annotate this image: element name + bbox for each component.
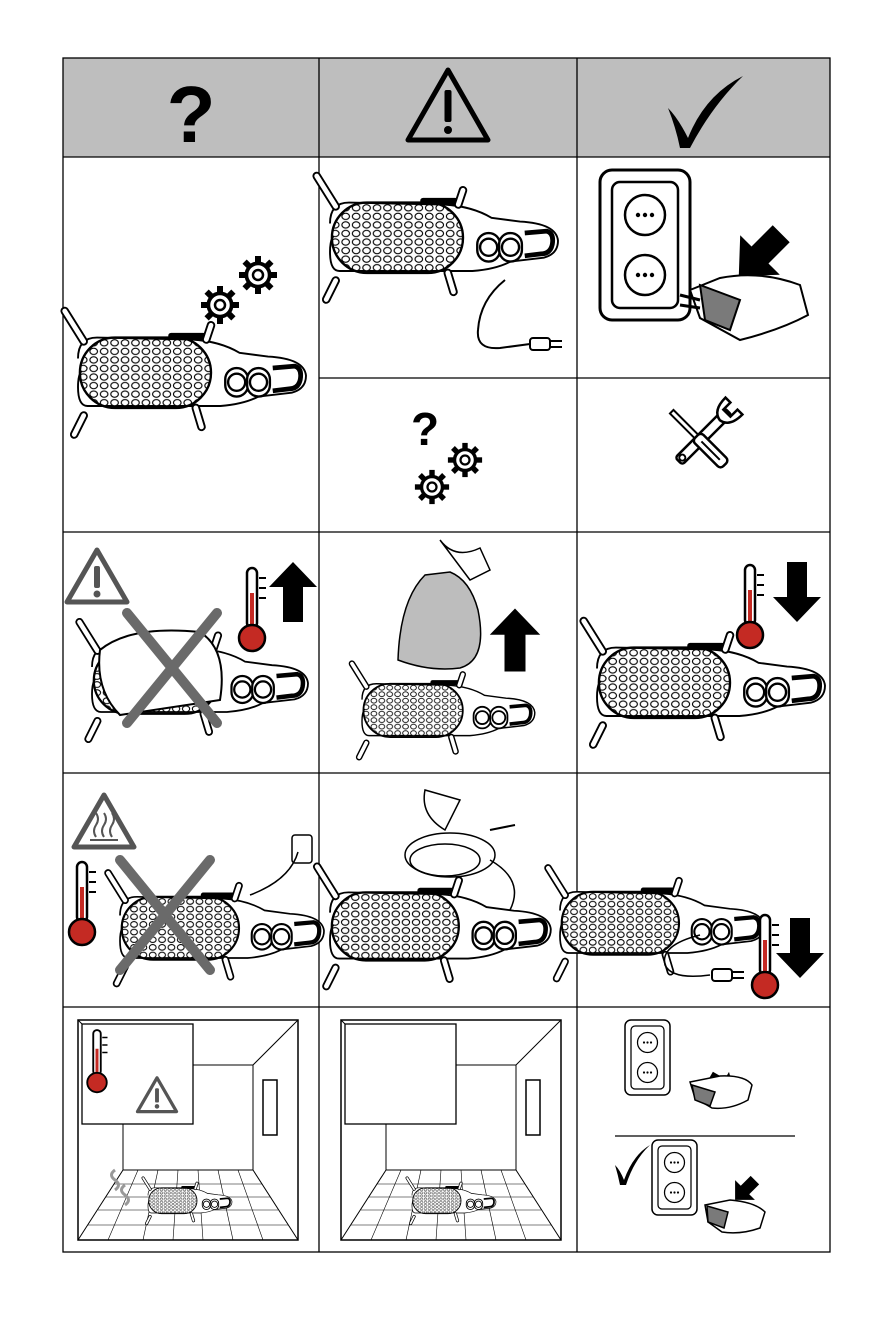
warning-triangle-icon: [67, 550, 127, 602]
wrench-screwdriver-icon: [667, 398, 742, 470]
socket-icon: [600, 170, 690, 320]
info-box: [345, 1024, 456, 1124]
hand-plug-icon: [680, 275, 808, 340]
hand-plug-icon: [690, 1076, 752, 1108]
plug-icon: [530, 338, 562, 350]
gear-icon: [448, 443, 482, 477]
arrow-up-icon: [269, 562, 317, 622]
arrow-up-icon: [490, 609, 540, 672]
gear-icon: [239, 256, 277, 294]
socket-icon: [250, 835, 312, 895]
hot-surface-warning-icon: [74, 795, 134, 847]
arrow-down-icon: [776, 918, 824, 978]
heater-icon: [65, 311, 306, 435]
hand-plug-icon: [705, 1200, 765, 1233]
heater-icon: [352, 664, 535, 758]
arrow-down-icon: [773, 562, 821, 622]
hand-cloth-icon: [398, 540, 490, 669]
question-mark-icon: ?: [410, 403, 440, 455]
gear-icon: [201, 286, 239, 324]
plug-icon: [712, 969, 744, 981]
question-mark-icon: ?: [166, 70, 216, 159]
thermometer-icon: [737, 565, 764, 648]
checkmark-icon: [615, 1145, 650, 1185]
heater-icon: [548, 868, 764, 979]
heater-icon: [317, 867, 551, 987]
gear-icon: [415, 470, 449, 504]
socket-unplug-icon: [625, 1020, 670, 1095]
thermometer-icon: [239, 568, 266, 651]
heater-icon: [317, 176, 558, 300]
power-cord: [478, 280, 530, 348]
socket-plug-icon: [652, 1140, 697, 1215]
heater-icon: [584, 621, 825, 745]
thermometer-icon: [69, 862, 96, 945]
